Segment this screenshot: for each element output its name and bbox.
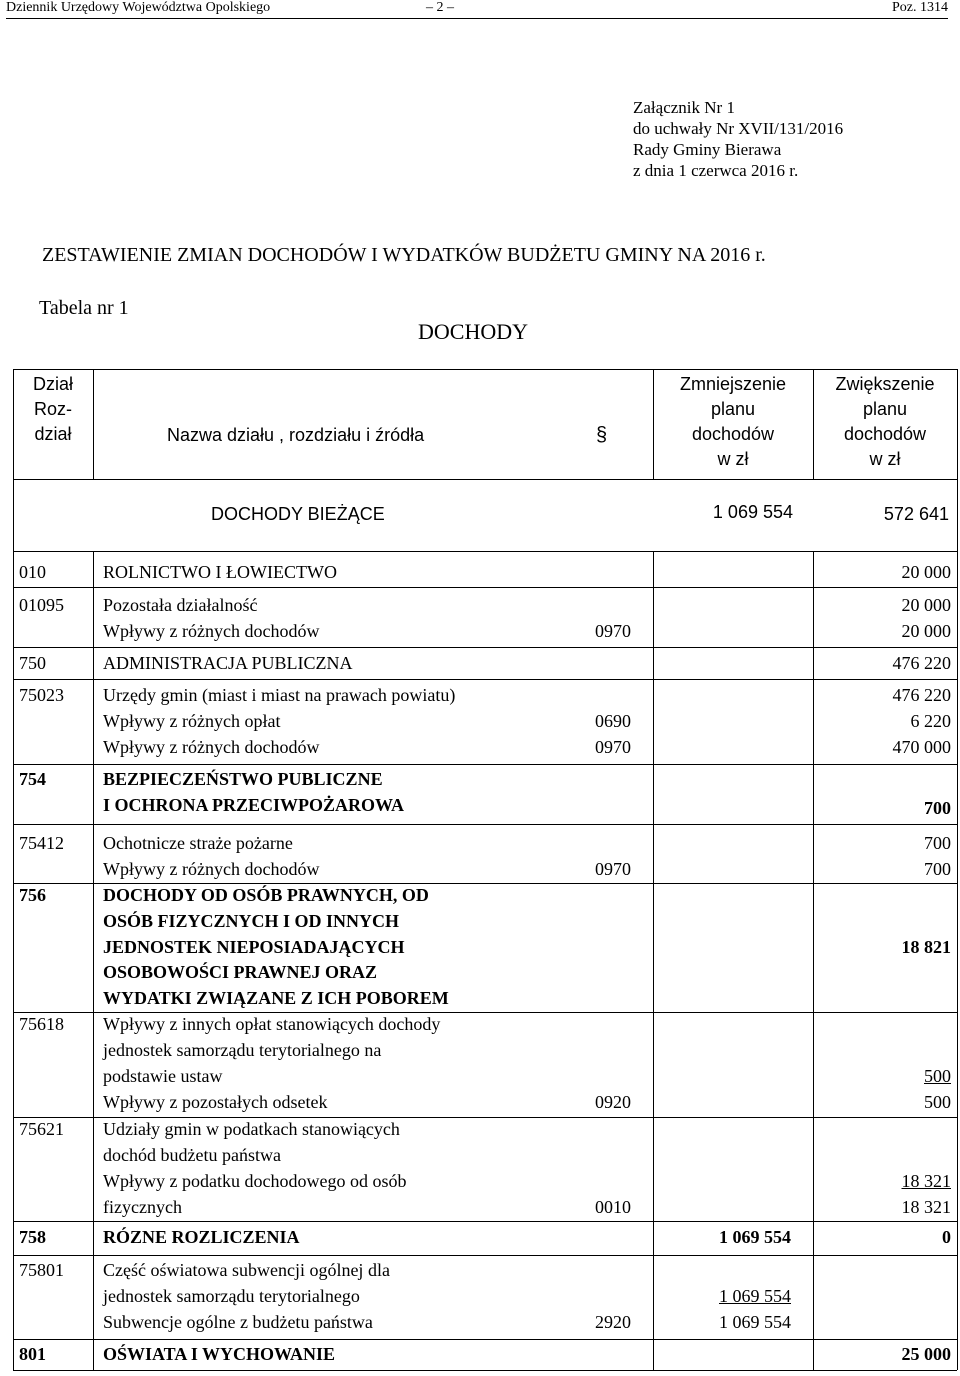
division-increase: 0 xyxy=(942,1227,951,1247)
division-name: RÓZNE ROZLICZENIA xyxy=(103,1227,300,1247)
name-line: OSÓB FIZYCZNYCH I OD INNYCH xyxy=(103,910,400,931)
row-divider xyxy=(13,1255,957,1256)
division-code: 756 xyxy=(19,885,46,905)
name-line: I OCHRONA PRZECIWPOŻAROWA xyxy=(103,794,405,815)
column-header-decrease xyxy=(653,372,813,472)
running-header xyxy=(6,0,948,19)
name-line: Część oświatowa subwencji ogólnej dla xyxy=(103,1260,390,1280)
chapter-code: 01095 xyxy=(19,595,64,615)
name-line: jednostek samorządu terytorialnego xyxy=(103,1285,360,1306)
row-divider xyxy=(13,479,957,480)
chapter-increase: 476 220 xyxy=(892,685,951,705)
header-line: planu xyxy=(862,399,908,419)
annex-note xyxy=(633,97,843,181)
name-line: JEDNOSTEK NIEPOSIADAJĄCYCH xyxy=(103,936,405,957)
journal-name: Dziennik Urzędowy Województwa Opolskiego xyxy=(6,0,271,15)
chapter-code: 75618 xyxy=(19,1014,64,1034)
row-divider xyxy=(13,824,957,825)
division-increase: 25 000 xyxy=(901,1344,951,1364)
row-divider xyxy=(13,551,957,552)
item-name: Subwencje ogólne z budżetu państwa xyxy=(103,1312,373,1332)
name-line: BEZPIECZEŃSTWO PUBLICZNE xyxy=(103,769,383,789)
item-name: Wpływy z pozostałych odsetek xyxy=(103,1092,328,1112)
chapter-decrease: 1 069 554 xyxy=(719,1286,791,1306)
chapter-name: Ochotnicze straże pożarne xyxy=(103,833,293,853)
item-increase: 700 xyxy=(924,859,951,879)
item-paragraph: 0970 xyxy=(595,859,631,879)
name-line: podstawie ustaw xyxy=(103,1065,223,1086)
item-paragraph: 2920 xyxy=(595,1312,631,1332)
division-decrease: 1 069 554 xyxy=(719,1227,791,1247)
annex-line: Załącznik Nr 1 xyxy=(633,98,735,117)
division-increase: 476 220 xyxy=(892,653,951,673)
name-line: Wpływy z podatku dochodowego od osób xyxy=(103,1171,407,1191)
chapter-name: Pozostała działalność xyxy=(103,595,258,615)
item-name xyxy=(103,1169,406,1221)
division-name: OŚWIATA I WYCHOWANIE xyxy=(103,1344,336,1364)
page-number: – 2 – xyxy=(426,0,454,15)
table-number: Tabela nr 1 xyxy=(39,297,129,319)
name-line: fizycznych xyxy=(103,1196,182,1217)
header-line: Dział xyxy=(32,374,73,394)
chapter-name xyxy=(103,1258,390,1310)
division-increase: 20 000 xyxy=(901,562,951,582)
row-divider xyxy=(13,679,957,680)
name-line: OSOBOWOŚCI PRAWNEJ ORAZ xyxy=(103,962,378,983)
table-border xyxy=(13,369,14,1370)
division-increase: 18 821 xyxy=(901,937,951,957)
current-revenue-decrease: 1 069 554 xyxy=(712,502,793,522)
item-paragraph: 0970 xyxy=(595,737,631,757)
current-revenue-label: DOCHODY BIEŻĄCE xyxy=(211,504,385,524)
item-paragraph: 0970 xyxy=(595,621,631,641)
column-header-increase xyxy=(813,372,957,472)
item-increase: 18 321 xyxy=(901,1197,951,1217)
item-name: Wpływy z różnych dochodów xyxy=(103,621,320,641)
header-line: dział xyxy=(34,424,72,444)
name-line: dochód budżetu państwa xyxy=(103,1144,281,1165)
header-line: w zł xyxy=(717,449,749,469)
division-increase: 700 xyxy=(924,798,951,818)
chapter-name: Urzędy gmin (miast i miast na prawach powiatu) xyxy=(103,685,456,705)
column-header-paragraph: § xyxy=(596,424,608,446)
item-paragraph: 0690 xyxy=(595,711,631,731)
revenue-table xyxy=(13,369,957,1370)
division-code: 750 xyxy=(19,653,46,673)
current-revenue-increase: 572 641 xyxy=(883,504,949,524)
name-line: Wpływy z innych opłat stanowiących dochody xyxy=(103,1014,441,1034)
item-name: Wpływy z różnych opłat xyxy=(103,711,281,731)
document-title: ZESTAWIENIE ZMIAN DOCHODÓW I WYDATKÓW BUDŻETU GMINY NA 2016 r. xyxy=(42,244,766,266)
item-name: Wpływy z różnych dochodów xyxy=(103,737,320,757)
division-name xyxy=(103,883,449,1012)
item-name: Wpływy z różnych dochodów xyxy=(103,859,320,879)
row-divider xyxy=(13,1339,957,1340)
name-line: WYDATKI ZWIĄZANE Z ICH POBOREM xyxy=(103,988,449,1009)
item-decrease: 1 069 554 xyxy=(719,1312,791,1332)
chapter-increase: 500 xyxy=(924,1066,951,1086)
column-divider xyxy=(93,551,94,1370)
column-header-name: Nazwa działu , rozdziału i źródła xyxy=(167,425,425,445)
row-divider xyxy=(13,587,957,588)
division-name xyxy=(103,767,404,819)
chapter-name xyxy=(103,1117,400,1169)
annex-line: do uchwały Nr XVII/131/2016 xyxy=(633,119,844,138)
division-code: 754 xyxy=(19,769,46,789)
chapter-code: 75621 xyxy=(19,1119,64,1139)
chapter-code: 75412 xyxy=(19,833,64,853)
chapter-code: 75801 xyxy=(19,1260,64,1280)
item-paragraph: 0920 xyxy=(595,1092,631,1112)
chapter-name xyxy=(103,1012,440,1089)
chapter-code: 75023 xyxy=(19,685,64,705)
header-line: Roz- xyxy=(33,399,72,419)
header-line: Zmniejszenie xyxy=(679,374,787,394)
annex-line: Rady Gminy Bierawa xyxy=(633,140,782,159)
row-divider xyxy=(13,1221,957,1222)
row-divider xyxy=(13,369,957,370)
division-code: 010 xyxy=(19,562,46,582)
header-line: Zwiększenie xyxy=(835,374,935,394)
annex-line: z dnia 1 czerwca 2016 r. xyxy=(633,161,799,180)
row-divider xyxy=(13,1370,957,1371)
header-line: planu xyxy=(710,399,756,419)
section-title: DOCHODY xyxy=(418,319,528,344)
row-divider xyxy=(13,764,957,765)
name-line: Udziały gmin w podatkach stanowiących xyxy=(103,1119,400,1139)
column-header-dzial xyxy=(13,372,93,447)
header-line: w zł xyxy=(869,449,901,469)
item-increase: 20 000 xyxy=(901,621,951,641)
name-line: DOCHODY OD OSÓB PRAWNYCH, OD xyxy=(103,885,429,905)
item-paragraph: 0010 xyxy=(595,1197,631,1217)
position-number: Poz. 1314 xyxy=(892,0,948,15)
table-border xyxy=(957,369,958,1370)
division-name: ROLNICTWO I ŁOWIECTWO xyxy=(103,562,337,582)
name-line: jednostek samorządu terytorialnego na xyxy=(103,1039,382,1060)
header-line: dochodów xyxy=(691,424,775,444)
item-increase: 6 220 xyxy=(910,711,951,731)
division-code: 801 xyxy=(19,1344,46,1364)
row-divider xyxy=(13,647,957,648)
column-divider xyxy=(93,369,94,479)
header-line: dochodów xyxy=(843,424,927,444)
chapter-increase: 700 xyxy=(924,833,951,853)
chapter-increase: 18 321 xyxy=(901,1171,951,1191)
chapter-increase: 20 000 xyxy=(901,595,951,615)
item-increase: 500 xyxy=(924,1092,951,1112)
division-code: 758 xyxy=(19,1227,46,1247)
item-increase: 470 000 xyxy=(892,737,951,757)
division-name: ADMINISTRACJA PUBLICZNA xyxy=(103,653,353,673)
